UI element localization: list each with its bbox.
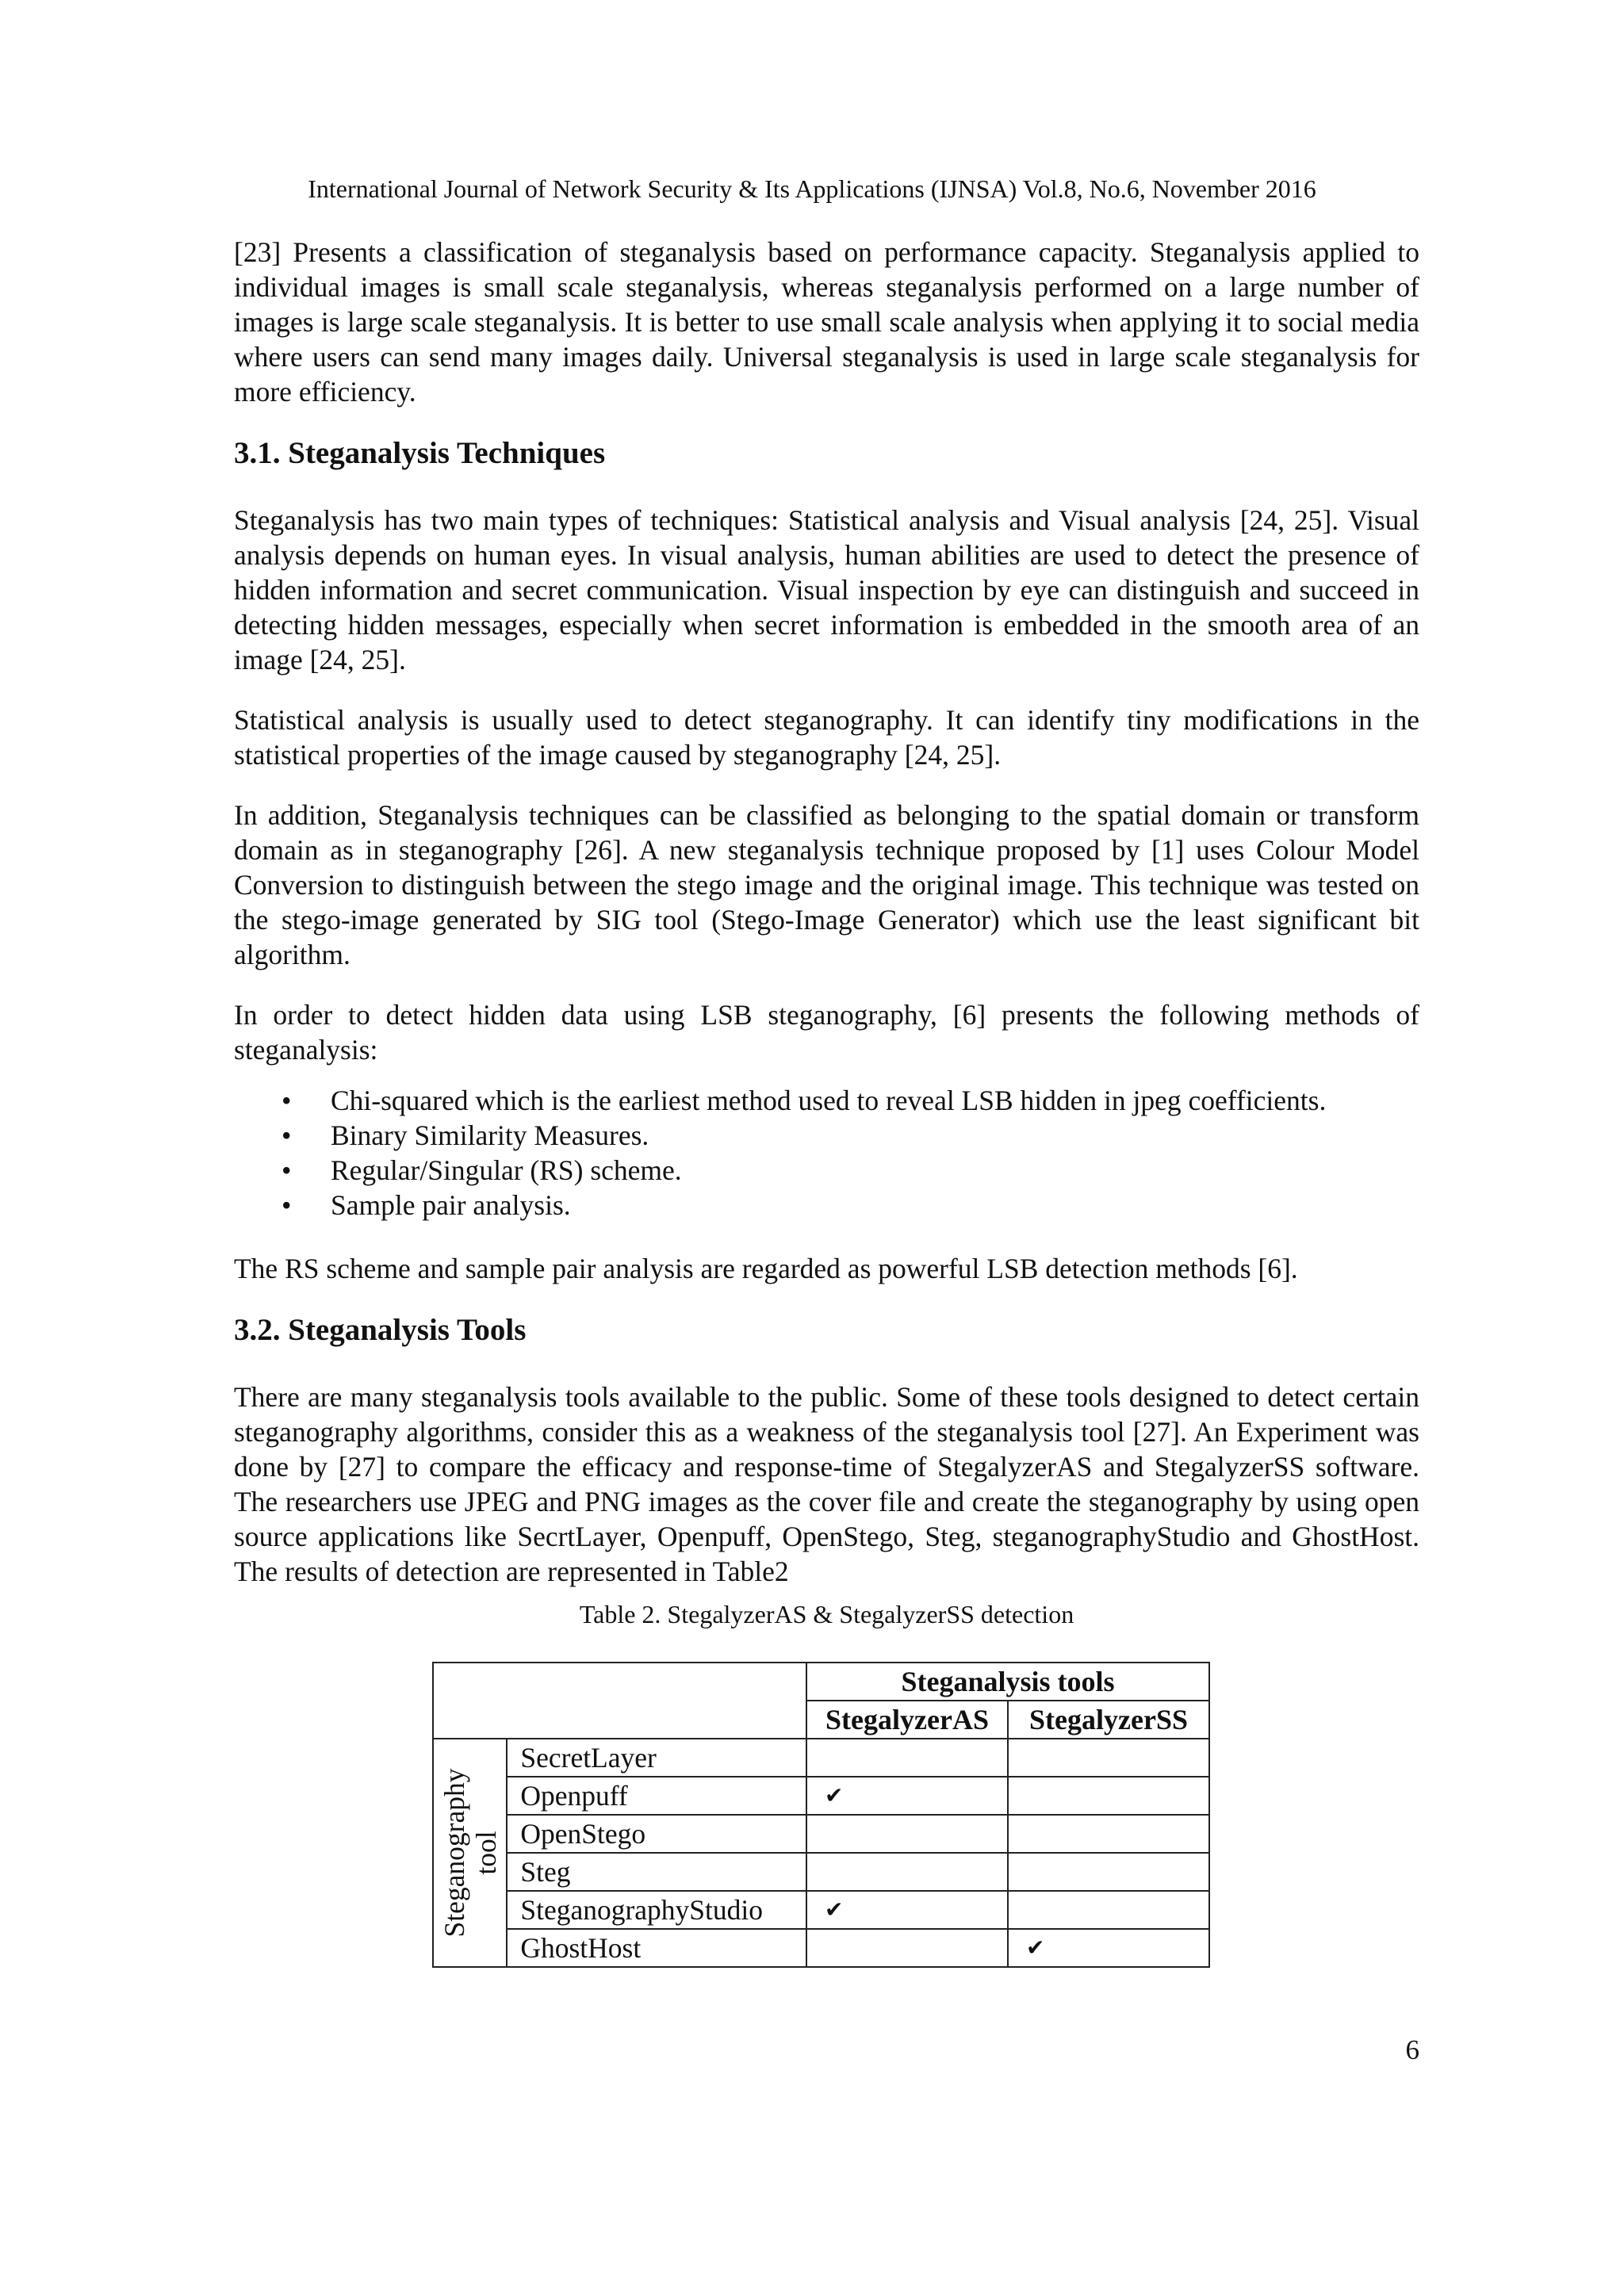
table-row xyxy=(433,1891,1209,1929)
list-item: • Sample pair analysis. xyxy=(282,1189,571,1221)
paragraph-techniques: Steganalysis has two main types of techniques: Statistical analysis and Visual analysis [24, 25]. Visual analysis depends on human eyes. In visual analysis, human abilities are used to detect the presence of hidden information and secret communication. Visual inspection by eye can distinguish and succeed in detecting hidden messages, especially when secret information is embedded in the smooth area of an image [24, 25]. xyxy=(234,504,1419,675)
methods-list xyxy=(234,1083,1419,1223)
table-row xyxy=(433,1739,1209,1777)
tool-name: Openpuff xyxy=(507,1777,806,1815)
check-icon xyxy=(806,1853,1008,1891)
tool-name: GhostHost xyxy=(507,1929,806,1967)
paragraph-domains: In addition, Steganalysis techniques can be classified as belonging to the spatial domain or transform domain as in steganography [26]. A new steganalysis technique proposed by [1] uses Colour Model Conversion to distinguish between the stego image and the original image. This technique was tested on the stego-image generated by SIG tool (Stego-Image Generator) which use the least significant bit algorithm. xyxy=(234,799,1419,970)
row-group-label: Steganography tool xyxy=(438,1768,502,1938)
page-number: 6 xyxy=(1405,2034,1419,2065)
check-icon xyxy=(1008,1739,1209,1777)
bullet-icon: • xyxy=(282,1154,292,1186)
row-group-label-cell xyxy=(433,1739,507,1967)
bullet-icon: • xyxy=(282,1119,292,1151)
check-icon xyxy=(1008,1777,1209,1815)
table-row xyxy=(433,1815,1209,1853)
column-header-stegalyzerss: StegalyzerSS xyxy=(1008,1701,1209,1739)
check-icon xyxy=(806,1739,1008,1777)
check-icon: ✔ xyxy=(806,1777,1008,1815)
tool-name: Steg xyxy=(507,1853,806,1891)
paragraph-tools: There are many steganalysis tools available to the public. Some of these tools designed to detect certain steganography algorithms, consider this as a weakness of the steganalysis tool [27]. An Experiment was done by [27] to compare the efficacy and response-time of StegalyzerAS and StegalyzerSS software. The researchers use JPEG and PNG images as the cover file and create the steganography by using open source applications like SecrtLayer, Openpuff, OpenStego, Steg, steganographyStudio and GhostHost. The results of detection are represented in Table2 xyxy=(234,1381,1419,1587)
bullet-icon: • xyxy=(282,1189,292,1221)
paragraph-intro: [23] Presents a classification of steganalysis based on performance capacity. Steganalysis applied to individual images is small scale steganalysis, whereas steganalysis performed on a large number of images is large scale steganalysis. It is better to use small scale analysis when applying it to social media where users can send many images daily. Universal steganalysis is used in large scale steganalysis for more efficiency. xyxy=(234,236,1419,408)
check-icon xyxy=(1008,1891,1209,1929)
list-item: • Binary Similarity Measures. xyxy=(282,1119,649,1151)
detection-table xyxy=(432,1662,1210,1968)
list-item: • Chi-squared which is the earliest method used to reveal LSB hidden in jpeg coefficients. xyxy=(282,1085,1327,1116)
table-row xyxy=(433,1853,1209,1891)
table-header-row xyxy=(433,1663,1209,1701)
paragraph-lsb-methods: In order to detect hidden data using LSB steganography, [6] presents the following methods of steganalysis: xyxy=(234,999,1419,1066)
bullet-icon: • xyxy=(282,1085,292,1116)
check-icon xyxy=(1008,1853,1209,1891)
table-row xyxy=(433,1929,1209,1967)
paragraph-statistical: Statistical analysis is usually used to detect steganography. It can identify tiny modifications in the statistical properties of the image caused by steganography [24, 25]. xyxy=(234,704,1419,771)
page-body xyxy=(234,235,1419,1968)
check-icon xyxy=(806,1815,1008,1853)
section-heading-3-2: 3.2. Steganalysis Tools xyxy=(234,1313,527,1347)
running-header: International Journal of Network Security & Its Applications (IJNSA) Vol.8, No.6, November 2016 xyxy=(308,174,1316,203)
paragraph-rs-scheme: The RS scheme and sample pair analysis are regarded as powerful LSB detection methods [6]. xyxy=(234,1253,1298,1284)
check-icon: ✔ xyxy=(806,1891,1008,1929)
table-caption: Table 2. StegalyzerAS & StegalyzerSS detection xyxy=(579,1600,1074,1628)
check-icon xyxy=(1008,1815,1209,1853)
tool-name: SecretLayer xyxy=(507,1739,806,1777)
section-heading-3-1: 3.1. Steganalysis Techniques xyxy=(234,436,606,470)
column-header-stegalyzeras: StegalyzerAS xyxy=(806,1701,1008,1739)
check-icon xyxy=(806,1929,1008,1967)
group-header: Steganalysis tools xyxy=(806,1663,1209,1701)
tool-name: OpenStego xyxy=(507,1815,806,1853)
check-icon: ✔ xyxy=(1008,1929,1209,1967)
table-row xyxy=(433,1777,1209,1815)
table-corner-cell xyxy=(433,1663,806,1739)
list-item: • Regular/Singular (RS) scheme. xyxy=(282,1154,682,1186)
tool-name: SteganographyStudio xyxy=(507,1891,806,1929)
